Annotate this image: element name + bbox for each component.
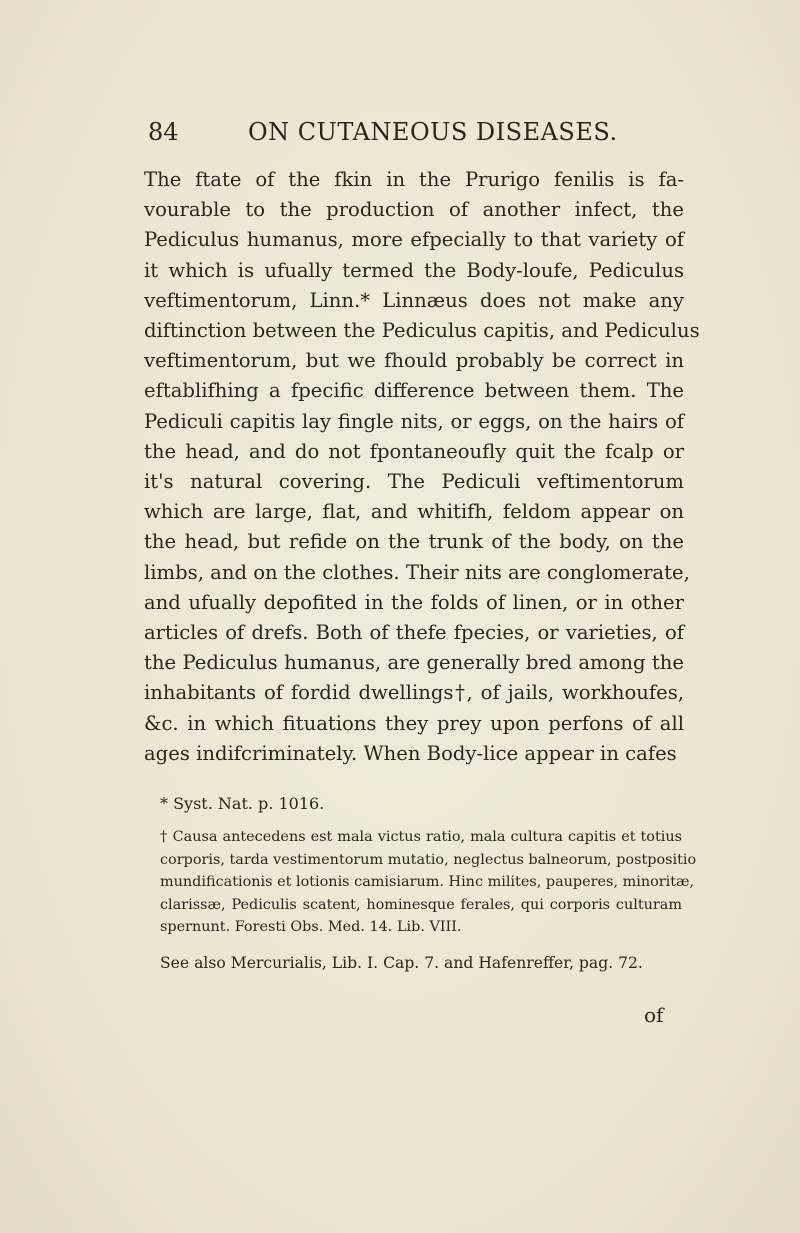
text-line: it's natural covering. The Pediculi veftimentorum — [144, 470, 684, 494]
running-head: ON CUTANEOUS DISEASES. — [248, 118, 618, 146]
text-line: vourable to the production of another infect, the — [144, 198, 684, 222]
text-line: eftablifhing a fpecific difference between them. The — [144, 379, 684, 403]
text-line: ages indifcriminately. When Body-lice appear in cafes — [144, 741, 677, 765]
text-line: veftimentorum, Linn.* Linnæus does not make any — [144, 288, 684, 312]
footnote-line: corporis, tarda vestimentorum mutatio, neglectus balneorum, postpositio — [160, 851, 697, 868]
text-line: limbs, and on the clothes. Their nits are conglomerate, — [144, 560, 690, 584]
footnote-syst-nat: * Syst. Nat. p. 1016. — [160, 794, 325, 813]
text-line: Pediculi capitis lay fingle nits, or eggs, on the hairs of — [144, 409, 684, 433]
text-line: it which is ufually termed the Body-loufe, Pediculus — [144, 258, 684, 282]
text-line: veftimentorum, but we fhould probably be correct in — [144, 349, 684, 373]
text-line: inhabitants of fordid dwellings†, of jails, workhoufes, — [144, 681, 684, 705]
footnote-line: mundificationis et lotionis camisiarum. Hinc milites, pauperes, minoritæ, — [160, 874, 695, 890]
footnote-see-also: See also Mercurialis, Lib. I. Cap. 7. and Hafenreffer, pag. 72. — [160, 953, 643, 972]
text-line: the Pediculus humanus, are generally bred among the — [144, 651, 684, 675]
text-line: which are large, flat, and whitifh, feldom appear on — [144, 500, 684, 524]
footnote-causa — [160, 826, 697, 939]
text-line: the head, and do not fpontaneoufly quit the fcalp or — [144, 439, 684, 463]
text-line: The ftate of the fkin in the Prurigo fenilis is fa- — [144, 168, 684, 191]
text-line: diftinction between the Pediculus capitis, and Pediculus — [144, 319, 700, 343]
footnotes — [160, 792, 697, 975]
text-line: &c. in which fituations they prey upon perfons of all — [144, 711, 684, 735]
footnote-line: spernunt. Foresti Obs. Med. 14. Lib. VIII. — [160, 919, 462, 935]
body-paragraph — [144, 165, 700, 769]
page-number: 84 — [148, 118, 179, 146]
text-line: Pediculus humanus, more efpecially to that variety of — [144, 228, 684, 252]
catchword: of — [644, 1003, 664, 1027]
footnote-line: † Causa antecedens est mala victus ratio, mala cultura capitis et totius — [160, 829, 682, 845]
text-line: articles of drefs. Both of thefe fpecies, or varieties, of — [144, 621, 684, 645]
page-header — [148, 118, 688, 152]
text-line: the head, but refide on the trunk of the body, on the — [144, 530, 684, 554]
text-line: and ufually depofited in the folds of linen, or in other — [144, 590, 684, 614]
footnote-line: clarissæ, Pediculis scatent, hominesque ferales, qui corporis culturam — [160, 896, 682, 913]
